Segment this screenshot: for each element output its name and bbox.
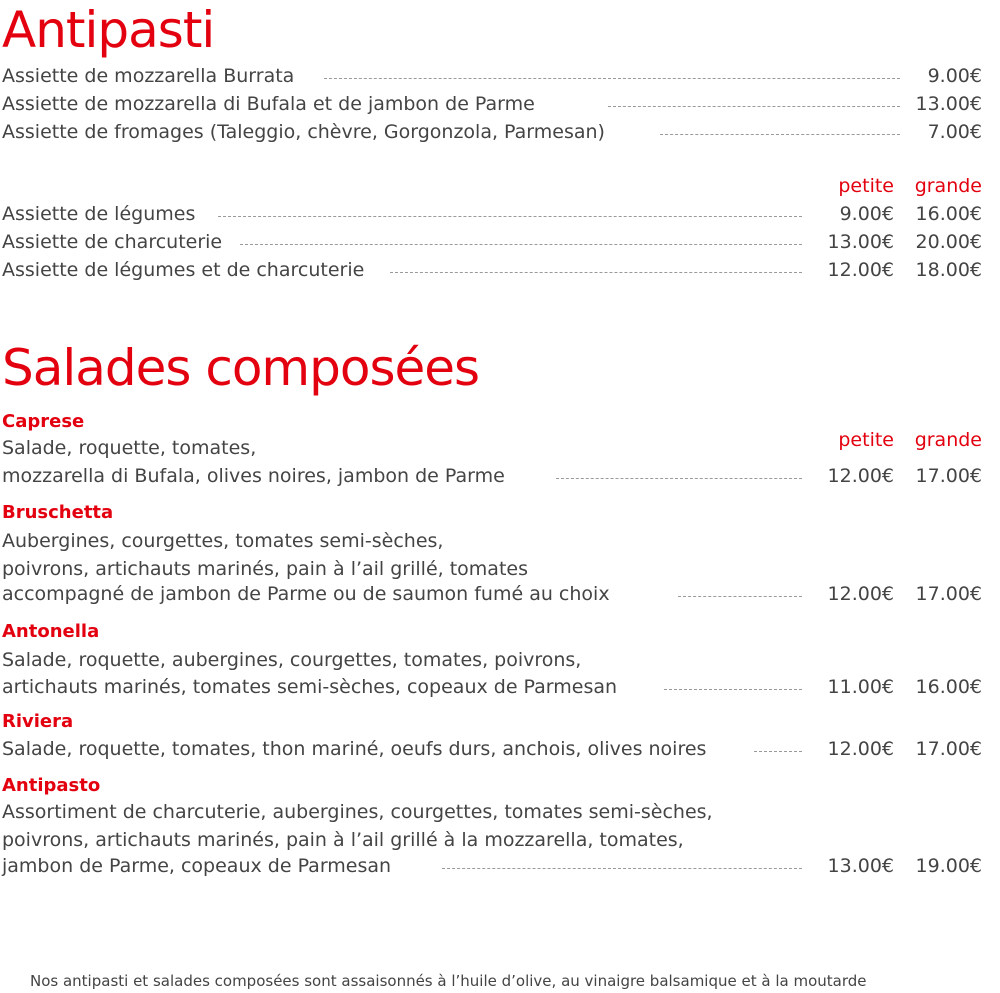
- dish-description: Salade, roquette, aubergines, courgettes, tomates, poivrons,: [2, 649, 582, 671]
- item-price: 7.00€: [927, 121, 982, 143]
- dotted-leader: [678, 596, 802, 597]
- item-price: 9.00€: [927, 65, 982, 87]
- menu-item: [2, 735, 982, 763]
- size-header: [2, 426, 982, 454]
- dish-name-antonella: Antonella: [2, 621, 100, 642]
- dotted-leader: [324, 78, 900, 79]
- size-header-large: grande: [914, 429, 982, 451]
- dish-description: mozzarella di Bufala, olives noires, jambon de Parme: [2, 462, 507, 490]
- dish-name-caprese: Caprese: [2, 411, 85, 432]
- price-large: 17.00€: [915, 583, 982, 605]
- menu-item: [2, 852, 982, 880]
- dish-description: accompagné de jambon de Parme ou de saumon fumé au choix: [2, 580, 612, 608]
- dotted-leader: [240, 244, 802, 245]
- item-price: 13.00€: [915, 93, 982, 115]
- price-large: 17.00€: [915, 738, 982, 760]
- dish-description: Assortiment de charcuterie, aubergines, courgettes, tomates semi-sèches,: [2, 801, 713, 823]
- menu-item: [2, 462, 982, 490]
- menu-item: [2, 673, 982, 701]
- dotted-leader: [218, 216, 802, 217]
- section-title-salades: Salades composées: [2, 339, 480, 397]
- item-name: Assiette de légumes: [2, 200, 197, 228]
- dotted-leader: [754, 751, 802, 752]
- dish-name-riviera: Riviera: [2, 711, 74, 732]
- price-large: 19.00€: [915, 855, 982, 877]
- footnote: Nos antipasti et salades composées sont assaisonnés à l’huile d’olive, au vinaigre balsamique et à la moutarde: [30, 972, 867, 990]
- menu-item: [2, 256, 982, 284]
- price-small: 11.00€: [827, 676, 894, 698]
- dish-description: Salade, roquette, tomates,: [2, 437, 257, 459]
- price-small: 13.00€: [827, 231, 894, 253]
- dotted-leader: [660, 134, 900, 135]
- price-large: 16.00€: [915, 676, 982, 698]
- price-large: 18.00€: [915, 259, 982, 281]
- dish-description: jambon de Parme, copeaux de Parmesan: [2, 852, 393, 880]
- size-header-large: grande: [914, 175, 982, 197]
- dotted-leader: [608, 106, 900, 107]
- dish-name-antipasto: Antipasto: [2, 775, 101, 796]
- menu-item: [2, 228, 982, 256]
- price-small: 13.00€: [827, 855, 894, 877]
- price-small: 12.00€: [827, 738, 894, 760]
- size-header: [2, 172, 982, 200]
- menu-item: [2, 118, 982, 146]
- menu-item: [2, 200, 982, 228]
- section-title-antipasti: Antipasti: [2, 1, 215, 59]
- dish-description: poivrons, artichauts marinés, pain à l’ail grillé à la mozzarella, tomates,: [2, 829, 684, 851]
- price-small: 12.00€: [827, 259, 894, 281]
- dotted-leader: [664, 689, 802, 690]
- item-name: Assiette de légumes et de charcuterie: [2, 256, 366, 284]
- price-large: 17.00€: [915, 465, 982, 487]
- menu-item: [2, 90, 982, 118]
- dotted-leader: [442, 868, 802, 869]
- size-header-small: petite: [838, 429, 894, 451]
- price-small: 9.00€: [839, 203, 894, 225]
- dotted-leader: [390, 272, 802, 273]
- price-large: 16.00€: [915, 203, 982, 225]
- dish-description: Aubergines, courgettes, tomates semi-sèches,: [2, 530, 444, 552]
- dish-description: Salade, roquette, tomates, thon mariné, oeufs durs, anchois, olives noires: [2, 735, 708, 763]
- price-small: 12.00€: [827, 465, 894, 487]
- item-name: Assiette de fromages (Taleggio, chèvre, Gorgonzola, Parmesan): [2, 118, 607, 146]
- size-header-small: petite: [838, 175, 894, 197]
- menu-item: [2, 62, 982, 90]
- item-name: Assiette de mozzarella Burrata: [2, 62, 296, 90]
- item-name: Assiette de charcuterie: [2, 228, 224, 256]
- price-large: 20.00€: [915, 231, 982, 253]
- dotted-leader: [556, 478, 802, 479]
- dish-description: artichauts marinés, tomates semi-sèches, copeaux de Parmesan: [2, 673, 619, 701]
- item-name: Assiette de mozzarella di Bufala et de jambon de Parme: [2, 90, 537, 118]
- dish-name-bruschetta: Bruschetta: [2, 502, 114, 523]
- menu-item: [2, 580, 982, 608]
- dish-description: poivrons, artichauts marinés, pain à l’ail grillé, tomates: [2, 558, 528, 580]
- price-small: 12.00€: [827, 583, 894, 605]
